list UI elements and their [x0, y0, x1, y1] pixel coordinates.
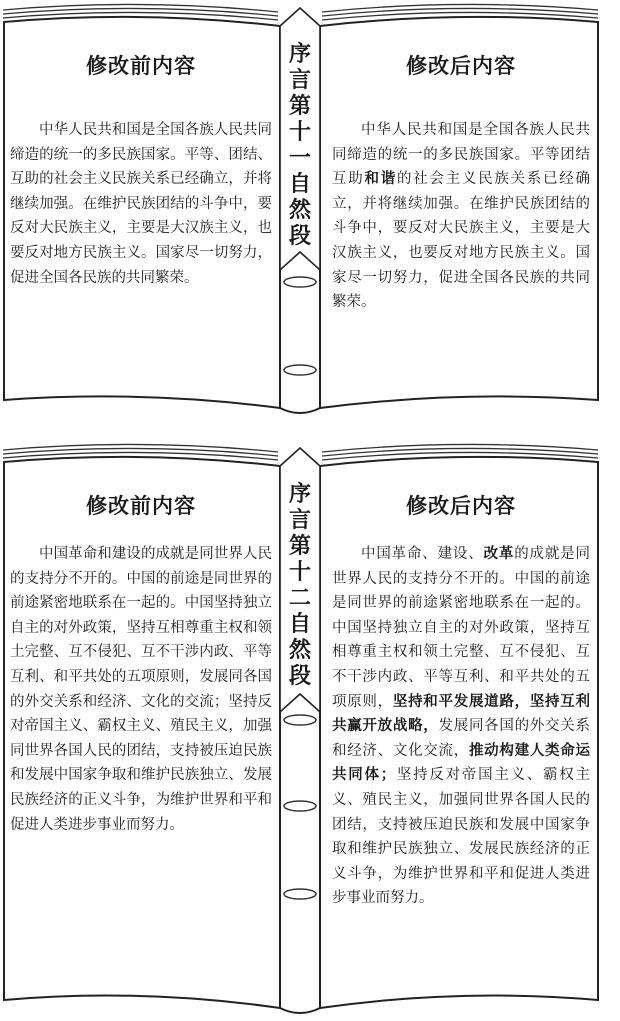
spine-char: 言	[288, 508, 311, 533]
highlighted-revision: 推动构建人类命运共同体；	[332, 742, 590, 784]
binding-rings-2	[284, 715, 316, 899]
book-section-1	[0, 0, 620, 415]
spine-label-1	[280, 42, 320, 250]
left-page-title-2: 修改前内容	[86, 494, 196, 518]
left-page-title-1: 修改前内容	[86, 54, 196, 78]
left-page-2	[10, 470, 272, 1000]
spine-char: 自	[288, 172, 311, 197]
spine-char: 段	[288, 224, 311, 249]
spine-char: 一	[288, 146, 311, 171]
spine-char: 二	[288, 586, 311, 611]
text-segment: 中华人民共和国是全国各族人民共同缔造的统一的多民族国家。平等团结互助	[332, 122, 590, 188]
highlighted-revision: 改革	[483, 546, 515, 562]
text-segment: 坚持反对帝国主义、霸权主义、殖民主义，加强同世界各国人民的团结，支持被压迫民族和发展中国家争取和维护民族独立、发展民族经济的正义斗争，为维护世界和平和促进人类进步事业而努力。	[332, 767, 591, 907]
spine-char: 第	[288, 534, 311, 559]
left-page-text-2	[10, 542, 272, 837]
text-segment: 的社会主义民族关系已经确立，并将继续加强。在维护民族团结的斗争中，要反对大民族主义，主要是大汉族主义，也要反对地方民族主义。国家尽一切努力，促进全国各民族的共同繁荣。	[332, 171, 591, 311]
highlighted-revision: 和谐	[364, 171, 397, 188]
spine-char: 然	[288, 198, 311, 223]
spine-char: 第	[288, 94, 311, 119]
spine-char: 言	[288, 68, 311, 93]
spine-char: 自	[288, 612, 311, 637]
left-page-1	[10, 30, 272, 400]
spine-char: 然	[288, 638, 311, 663]
highlighted-revision: 坚持和平发展道路，坚持互利共赢开放战略，	[332, 693, 590, 735]
left-page-text-1	[10, 118, 272, 290]
spine-char: 序	[288, 42, 311, 67]
text-segment: 的成就是同世界人民的支持分不开的。中国的前途是同世界的前途紧密地联系在一起的。中国坚持独立自主的对外政策，坚持互相尊重主权和领土完整、互不侵犯、互不干涉内政、平等互利、和平共处的五项原则，	[332, 546, 591, 710]
text-segment: 中国革命、建设、	[361, 546, 484, 562]
right-page-text-2	[332, 542, 590, 911]
spine-char: 十	[288, 560, 311, 585]
right-page-1	[332, 30, 590, 400]
text-segment: 中国革命和建设的成就是同世界人民的支持分不开的。中国的前途是同世界的前途紧密地联系在一起的。中国坚持独立自主的对外政策，坚持互相尊重主权和领土完整、互不侵犯、互不干涉内政、平等互利、和平共处的五项原则，发展同各国的外交关系和经济、文化的交流；坚持反对帝国主义、霸权主义、殖民主义，加强同世界各国人民的团结，支持被压迫民族和发展中国家争取和维护民族独立、发展民族经济的正义斗争，为维护世界和平和促进人类进步事业而努力。	[10, 546, 272, 833]
book-section-2	[0, 440, 620, 1021]
spine-char: 序	[288, 482, 311, 507]
right-page-title-1: 修改后内容	[406, 54, 516, 78]
right-page-text-1	[332, 118, 590, 315]
right-page-2	[332, 470, 590, 1000]
text-segment: 发展同各国的外交关系和经济、文化交流，	[332, 718, 590, 759]
spine-char: 十	[288, 120, 311, 145]
right-page-title-2: 修改后内容	[406, 494, 516, 518]
spine-char: 段	[288, 664, 311, 689]
text-segment: 中华人民共和国是全国各族人民共同缔造的统一的多民族国家。平等、团结、互助的社会主义民族关系已经确立，并将继续加强。在维护民族团结的斗争中，要反对大民族主义，主要是大汉族主义，也要反对地方民族主义。国家尽一切努力，促进全国各民族的共同繁荣。	[10, 122, 272, 286]
binding-rings-1	[284, 277, 316, 375]
spine-label-2	[280, 482, 320, 690]
